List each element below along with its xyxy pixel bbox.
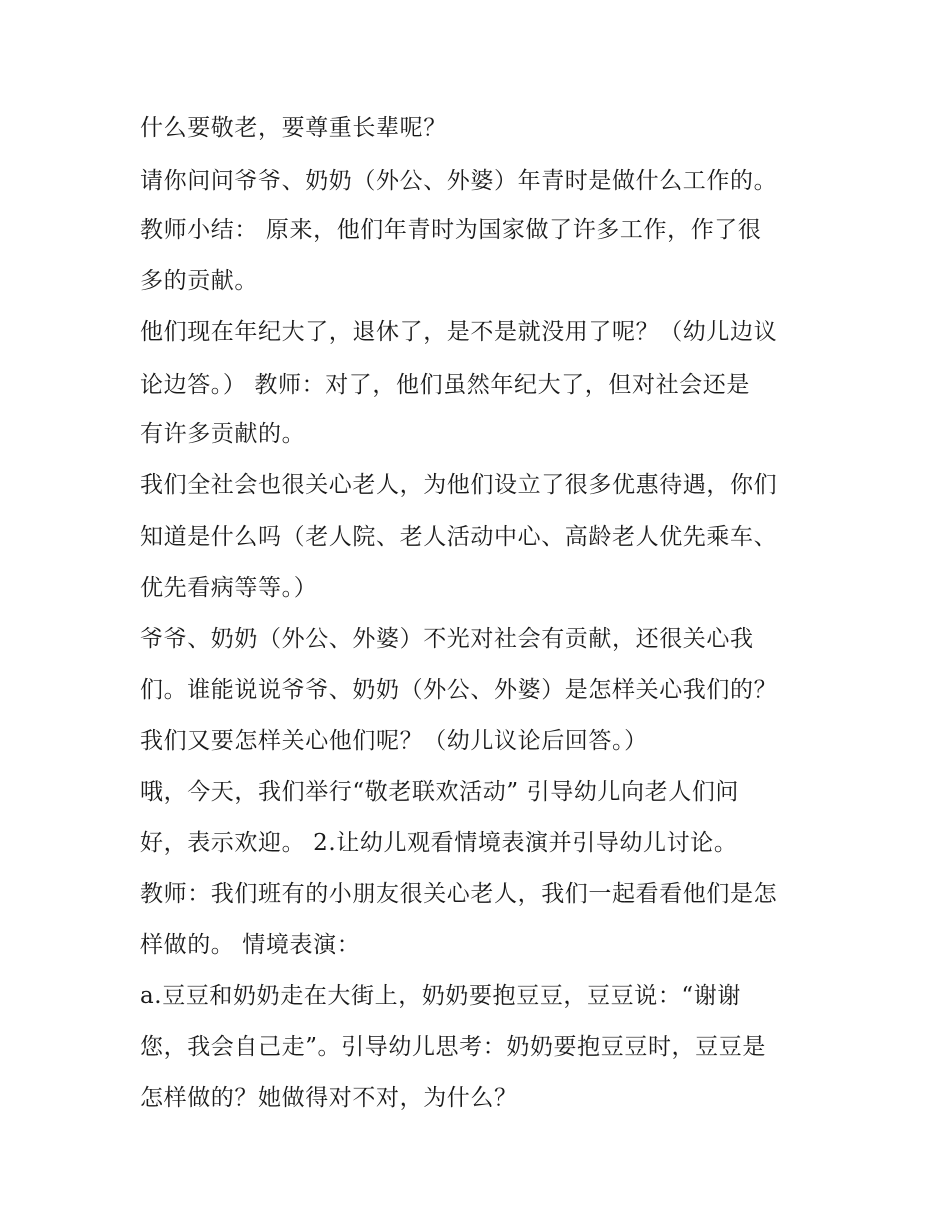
text-line: 什么要敬老，要尊重长辈呢？	[140, 115, 447, 141]
text-line: 多的贡献。	[140, 268, 258, 294]
text-line: 有许多贡献的。	[140, 421, 306, 447]
text-line: 样做的。 情境表演：	[140, 932, 361, 958]
text-line: 我们又要怎样关心他们呢？（幼儿议论后回答。）	[140, 728, 648, 754]
text-line: 优先看病等等。）	[140, 575, 318, 601]
text-line: 好，表示欢迎。 2.让幼儿观看情境表演并引导幼儿讨论。	[140, 830, 738, 856]
text-line: a.豆豆和奶奶走在大街上，奶奶要抱豆豆，豆豆说：“谢谢	[140, 983, 741, 1009]
text-line: 我们全社会也很关心老人，为他们设立了很多优惠待遇，你们	[140, 472, 778, 498]
text-line: 请你问问爷爷、奶奶（外公、外婆）年青时是做什么工作的。	[140, 168, 778, 194]
text-line: 论边答。） 教师：对了，他们虽然年纪大了，但对社会还是	[140, 372, 751, 398]
text-line: 知道是什么吗（老人院、老人活动中心、高龄老人优先乘车、	[140, 524, 778, 550]
text-line: 爷爷、奶奶（外公、外婆）不光对社会有贡献，还很关心我	[140, 626, 754, 652]
text-line: 他们现在年纪大了，退休了，是不是就没用了呢？（幼儿边议	[140, 319, 778, 345]
text-line: 们。谁能说说爷爷、奶奶（外公、外婆）是怎样关心我们的？	[140, 677, 778, 703]
text-line: 教师小结： 原来，他们年青时为国家做了许多工作，作了很	[140, 217, 762, 243]
text-line: 您，我会自己走”。引导幼儿思考：奶奶要抱豆豆时，豆豆是	[140, 1034, 766, 1060]
text-line: 怎样做的？她做得对不对，为什么？	[140, 1085, 518, 1111]
text-line: 教师：我们班有的小朋友很关心老人，我们一起看看他们是怎	[140, 881, 778, 907]
text-line: 哦，今天，我们举行“敬老联欢活动” 引导幼儿向老人们问	[140, 779, 740, 805]
